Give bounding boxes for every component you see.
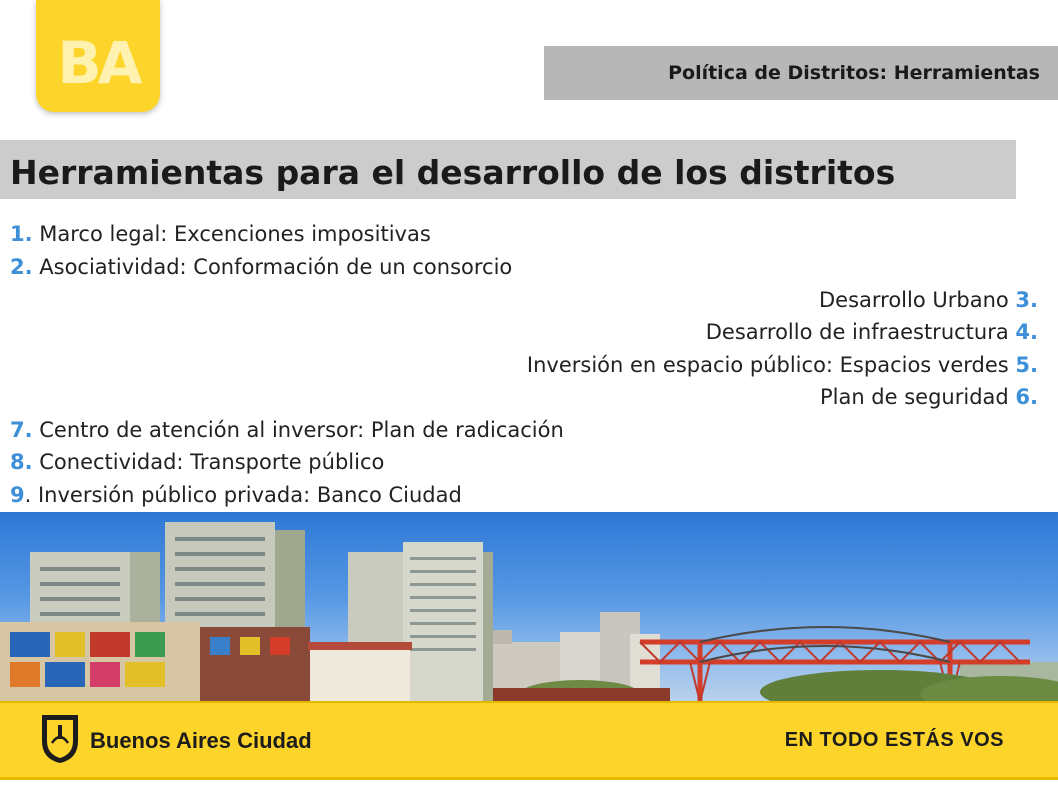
section-header-bar <box>544 46 1058 100</box>
tool-number: 2. <box>10 255 33 279</box>
tool-number: 1. <box>10 222 33 246</box>
tool-text: Asociatividad: Conformación de un consorcio <box>32 255 513 279</box>
ba-logo <box>36 0 160 112</box>
tool-item <box>10 218 431 250</box>
footer-slogan: EN TODO ESTÁS VOS <box>784 729 1004 751</box>
tool-text: Desarrollo Urbano <box>818 288 1016 312</box>
logo-text: BA <box>57 29 139 97</box>
footer-brand-text: Buenos Aires Ciudad <box>90 728 312 753</box>
city-crest-icon <box>38 713 82 765</box>
tool-number: 4. <box>1015 320 1038 344</box>
tool-number: 8. <box>10 450 33 474</box>
tool-item <box>527 349 1038 381</box>
tool-item <box>819 284 1038 316</box>
slide-title-bar <box>0 140 1016 199</box>
tool-item <box>706 316 1038 348</box>
tool-text: Plan de seguridad <box>819 385 1016 409</box>
tool-number: 9 <box>10 483 25 507</box>
section-title: Política de Distritos: Herramientas <box>668 62 1040 84</box>
tool-item <box>10 414 564 446</box>
tool-text: Desarrollo de infraestructura <box>705 320 1016 344</box>
footer-bar <box>0 701 1058 780</box>
tool-number: 6. <box>1015 385 1038 409</box>
tool-item <box>10 479 462 511</box>
city-photo <box>0 512 1058 702</box>
cityscape-illustration <box>0 512 1058 702</box>
tool-number: 5. <box>1015 353 1038 377</box>
tool-number: 3. <box>1015 288 1038 312</box>
tool-text: Centro de atención al inversor: Plan de radicación <box>32 418 564 442</box>
tool-text: Inversión en espacio público: Espacios verdes <box>526 353 1016 377</box>
tool-item <box>10 251 512 283</box>
tool-item <box>10 446 384 478</box>
tool-number: 7. <box>10 418 33 442</box>
tool-text: . Inversión público privada: Banco Ciudad <box>24 483 462 507</box>
tool-text: Marco legal: Excenciones impositivas <box>32 222 431 246</box>
slide-title: Herramientas para el desarrollo de los distritos <box>10 153 896 192</box>
tool-item <box>820 381 1038 413</box>
tool-text: Conectividad: Transporte público <box>32 450 385 474</box>
